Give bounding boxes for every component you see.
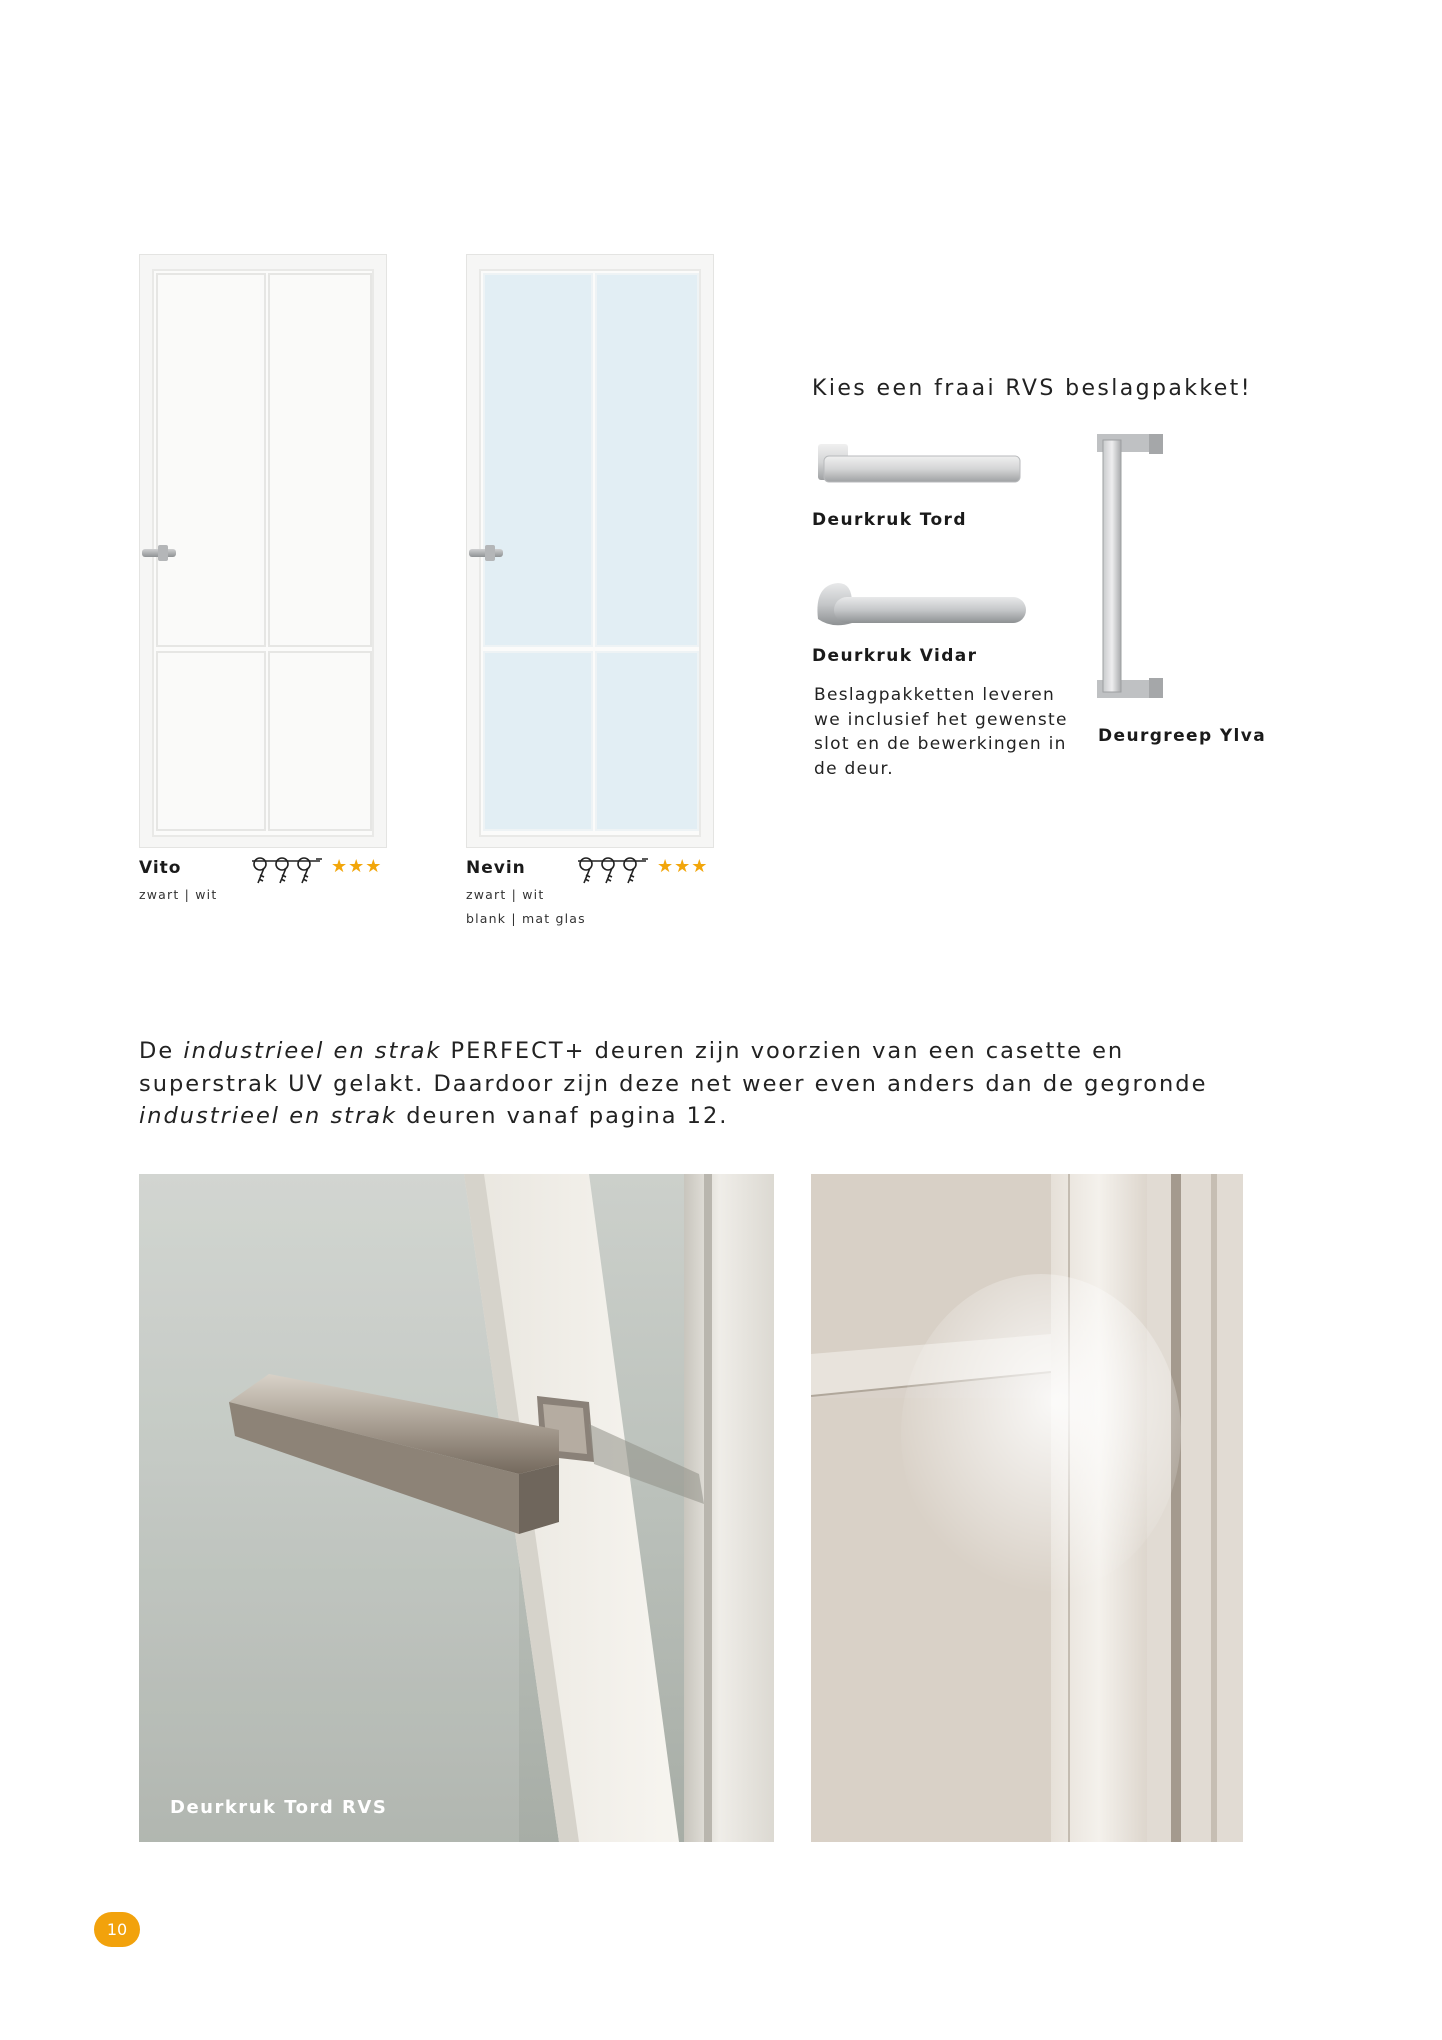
door-glass-panel xyxy=(483,651,593,831)
intro-text: De xyxy=(139,1038,184,1064)
photo-illustration xyxy=(811,1174,1243,1842)
door-glass-panel xyxy=(595,273,699,647)
door-name-vito: Vito xyxy=(139,858,182,878)
door-panel xyxy=(156,651,266,831)
door-glass-panel xyxy=(595,651,699,831)
pull-handle-ylva-image xyxy=(1095,432,1165,702)
rating-stars-vito: ★★★ xyxy=(331,856,383,877)
lever-handle-tord-image xyxy=(814,440,1026,490)
lever-handle-vidar-image xyxy=(812,575,1030,631)
door-handle-rose xyxy=(485,545,495,561)
door-image-vito xyxy=(139,254,387,848)
intro-paragraph xyxy=(139,1035,1259,1133)
label-deurkruk-vidar: Deurkruk Vidar xyxy=(812,646,978,666)
label-deurgreep-ylva: Deurgreep Ylva xyxy=(1098,726,1267,746)
rating-stars-nevin: ★★★ xyxy=(657,856,709,877)
intro-text: PERFECT+ deuren zijn voorzien van een casette en superstrak UV gelakt. Daardoor zijn deze net weer even anders dan de gegronde xyxy=(139,1038,1208,1097)
door-frame xyxy=(479,269,701,837)
door-panel xyxy=(268,651,372,831)
door-image-nevin xyxy=(466,254,714,848)
photo-deurkruk-tord xyxy=(139,1174,774,1842)
door-panel xyxy=(268,273,372,647)
door-glass-panel xyxy=(483,273,593,647)
page-number: 10 xyxy=(94,1912,140,1947)
intro-emphasis: industrieel en strak xyxy=(183,1038,442,1064)
hardware-title: Kies een fraai RVS beslagpakket! xyxy=(812,376,1252,401)
door-panel xyxy=(156,273,266,647)
door-glass-nevin: blank | mat glas xyxy=(466,911,586,926)
door-name-nevin: Nevin xyxy=(466,858,526,878)
intro-text: deuren vanaf pagina 12. xyxy=(397,1103,729,1129)
photo-illustration xyxy=(139,1174,774,1842)
door-frame xyxy=(152,269,374,837)
door-finish-nevin: zwart | wit xyxy=(466,887,545,902)
hardware-note: Beslagpakketten leveren we inclusief het gewenste slot en de bewerkingen in de deur. xyxy=(814,685,1068,779)
photo-caption: Deurkruk Tord RVS xyxy=(170,1797,388,1818)
label-deurkruk-tord: Deurkruk Tord xyxy=(812,510,967,530)
intro-emphasis: industrieel en strak xyxy=(139,1103,398,1129)
door-finish-vito: zwart | wit xyxy=(139,887,218,902)
keys-icon xyxy=(576,855,654,887)
door-handle-rose xyxy=(158,545,168,561)
photo-door-detail xyxy=(811,1174,1243,1842)
keys-icon xyxy=(250,855,328,887)
